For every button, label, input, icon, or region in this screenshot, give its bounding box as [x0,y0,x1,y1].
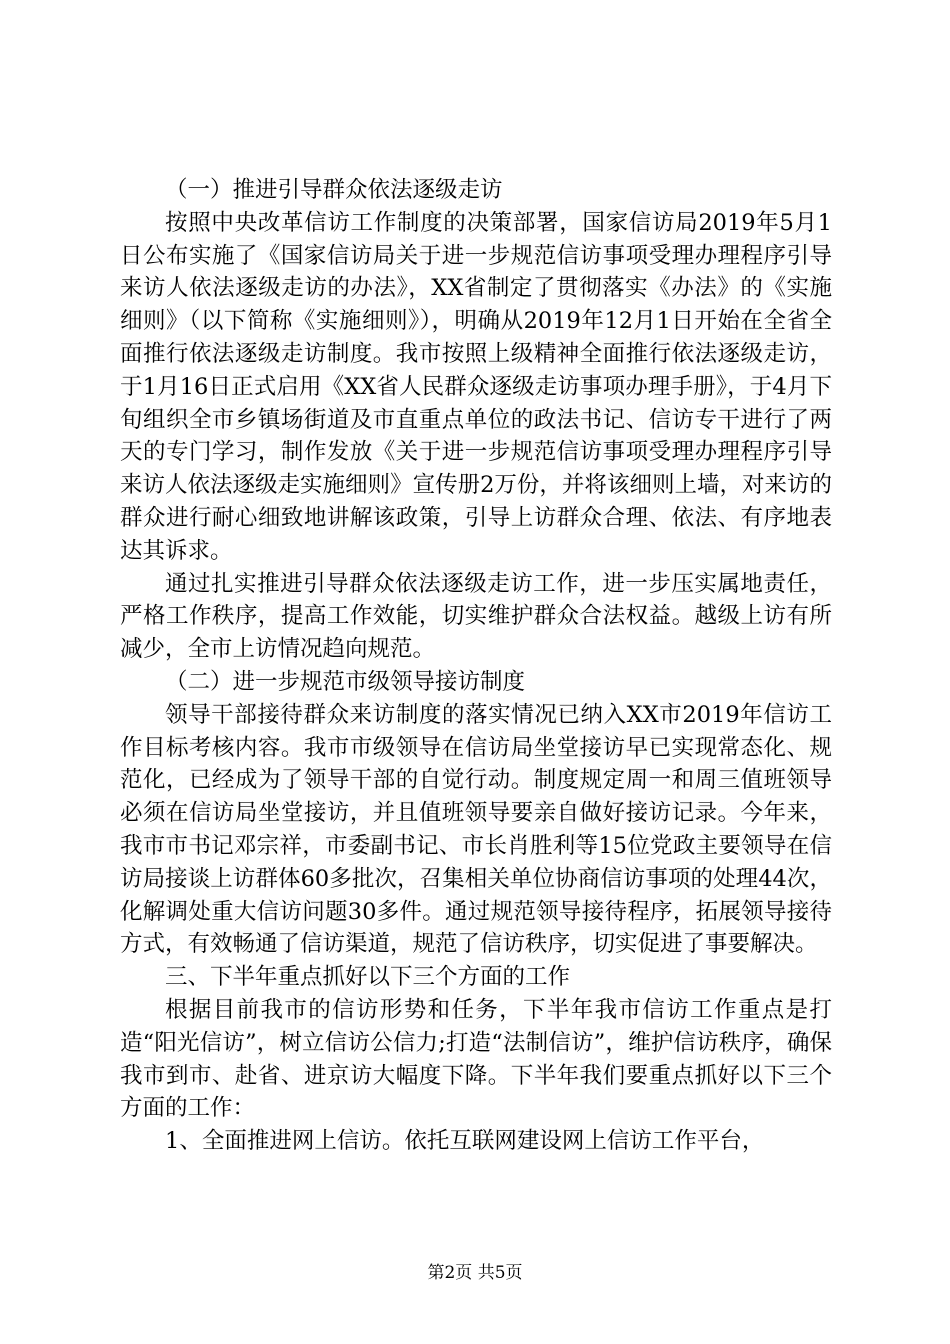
section-heading-2: （二）进一步规范市级领导接访制度 [165,668,526,695]
body-paragraph: 按照中央改革信访工作制度的决策部署，国家信访局2019年5月1日公布实施了《国家信访局关于进一步规范信访事项受理办理程序引导来访人依法逐级走访的办法》，XX省制定了贯彻落实《办法》的《实施细则》（以下简称《实施细则》），明确从2019年12月1日开始在全省全面推行依法逐级走访制度。我市按照上级精神全面推行依法逐级走访，于1月16日正式启用《XX省人民群众逐级走访事项办理手册》，于4月下旬组织全市乡镇场街道及市直重点单位的政法书记、信访专干进行了两天的专门学习，制作发放《关于进一步规范信访事项受理办理程序引导来访人依法逐级走实施细则》宣传册2万份，并将该细则上墙，对来访的群众进行耐心细致地讲解该政策，引导上访群众合理、依法、有序地表达其诉求。 [120,209,832,564]
body-paragraph: 领导干部接待群众来访制度的落实情况已纳入XX市2019年信访工作目标考核内容。我市市级领导在信访局坐堂接访早已实现常态化、规范化，已经成为了领导干部的自觉行动。制度规定周一和周三值班领导必须在信访局坐堂接访，并且值班领导要亲自做好接访记录。今年来，我市市书记邓宗祥，市委副书记、市长肖胜利等15位党政主要领导在信访局接谈上访群体60多批次，召集相关单位协商信访事项的处理44次，化解调处重大信访问题30多件。通过规范领导接待程序，拓展领导接待方式，有效畅通了信访渠道，规范了信访秩序，切实促进了事要解决。 [120,701,832,958]
page-footer: 第2页 共5页 [427,1263,523,1283]
document-body [120,174,832,1158]
section-heading-1: （一）推进引导群众依法逐级走访 [165,177,503,203]
section-heading-3: 三、下半年重点抓好以下三个方面的工作 [165,964,571,991]
body-paragraph: 通过扎实推进引导群众依法逐级走访工作，进一步压实属地责任，严格工作秩序，提高工作效能，切实维护群众合法权益。越级上访有所减少，全市上访情况趋向规范。 [120,570,832,663]
body-paragraph: 1、全面推进网上信访。依托互联网建设网上信访工作平台， [165,1128,765,1155]
body-paragraph: 根据目前我市的信访形势和任务，下半年我市信访工作重点是打造“阳光信访”，树立信访公信力;打造“法制信访”，维护信访秩序，确保我市到市、赴省、进京访大幅度下降。下半年我们要重点抓好以下三个方面的工作： [120,996,832,1122]
